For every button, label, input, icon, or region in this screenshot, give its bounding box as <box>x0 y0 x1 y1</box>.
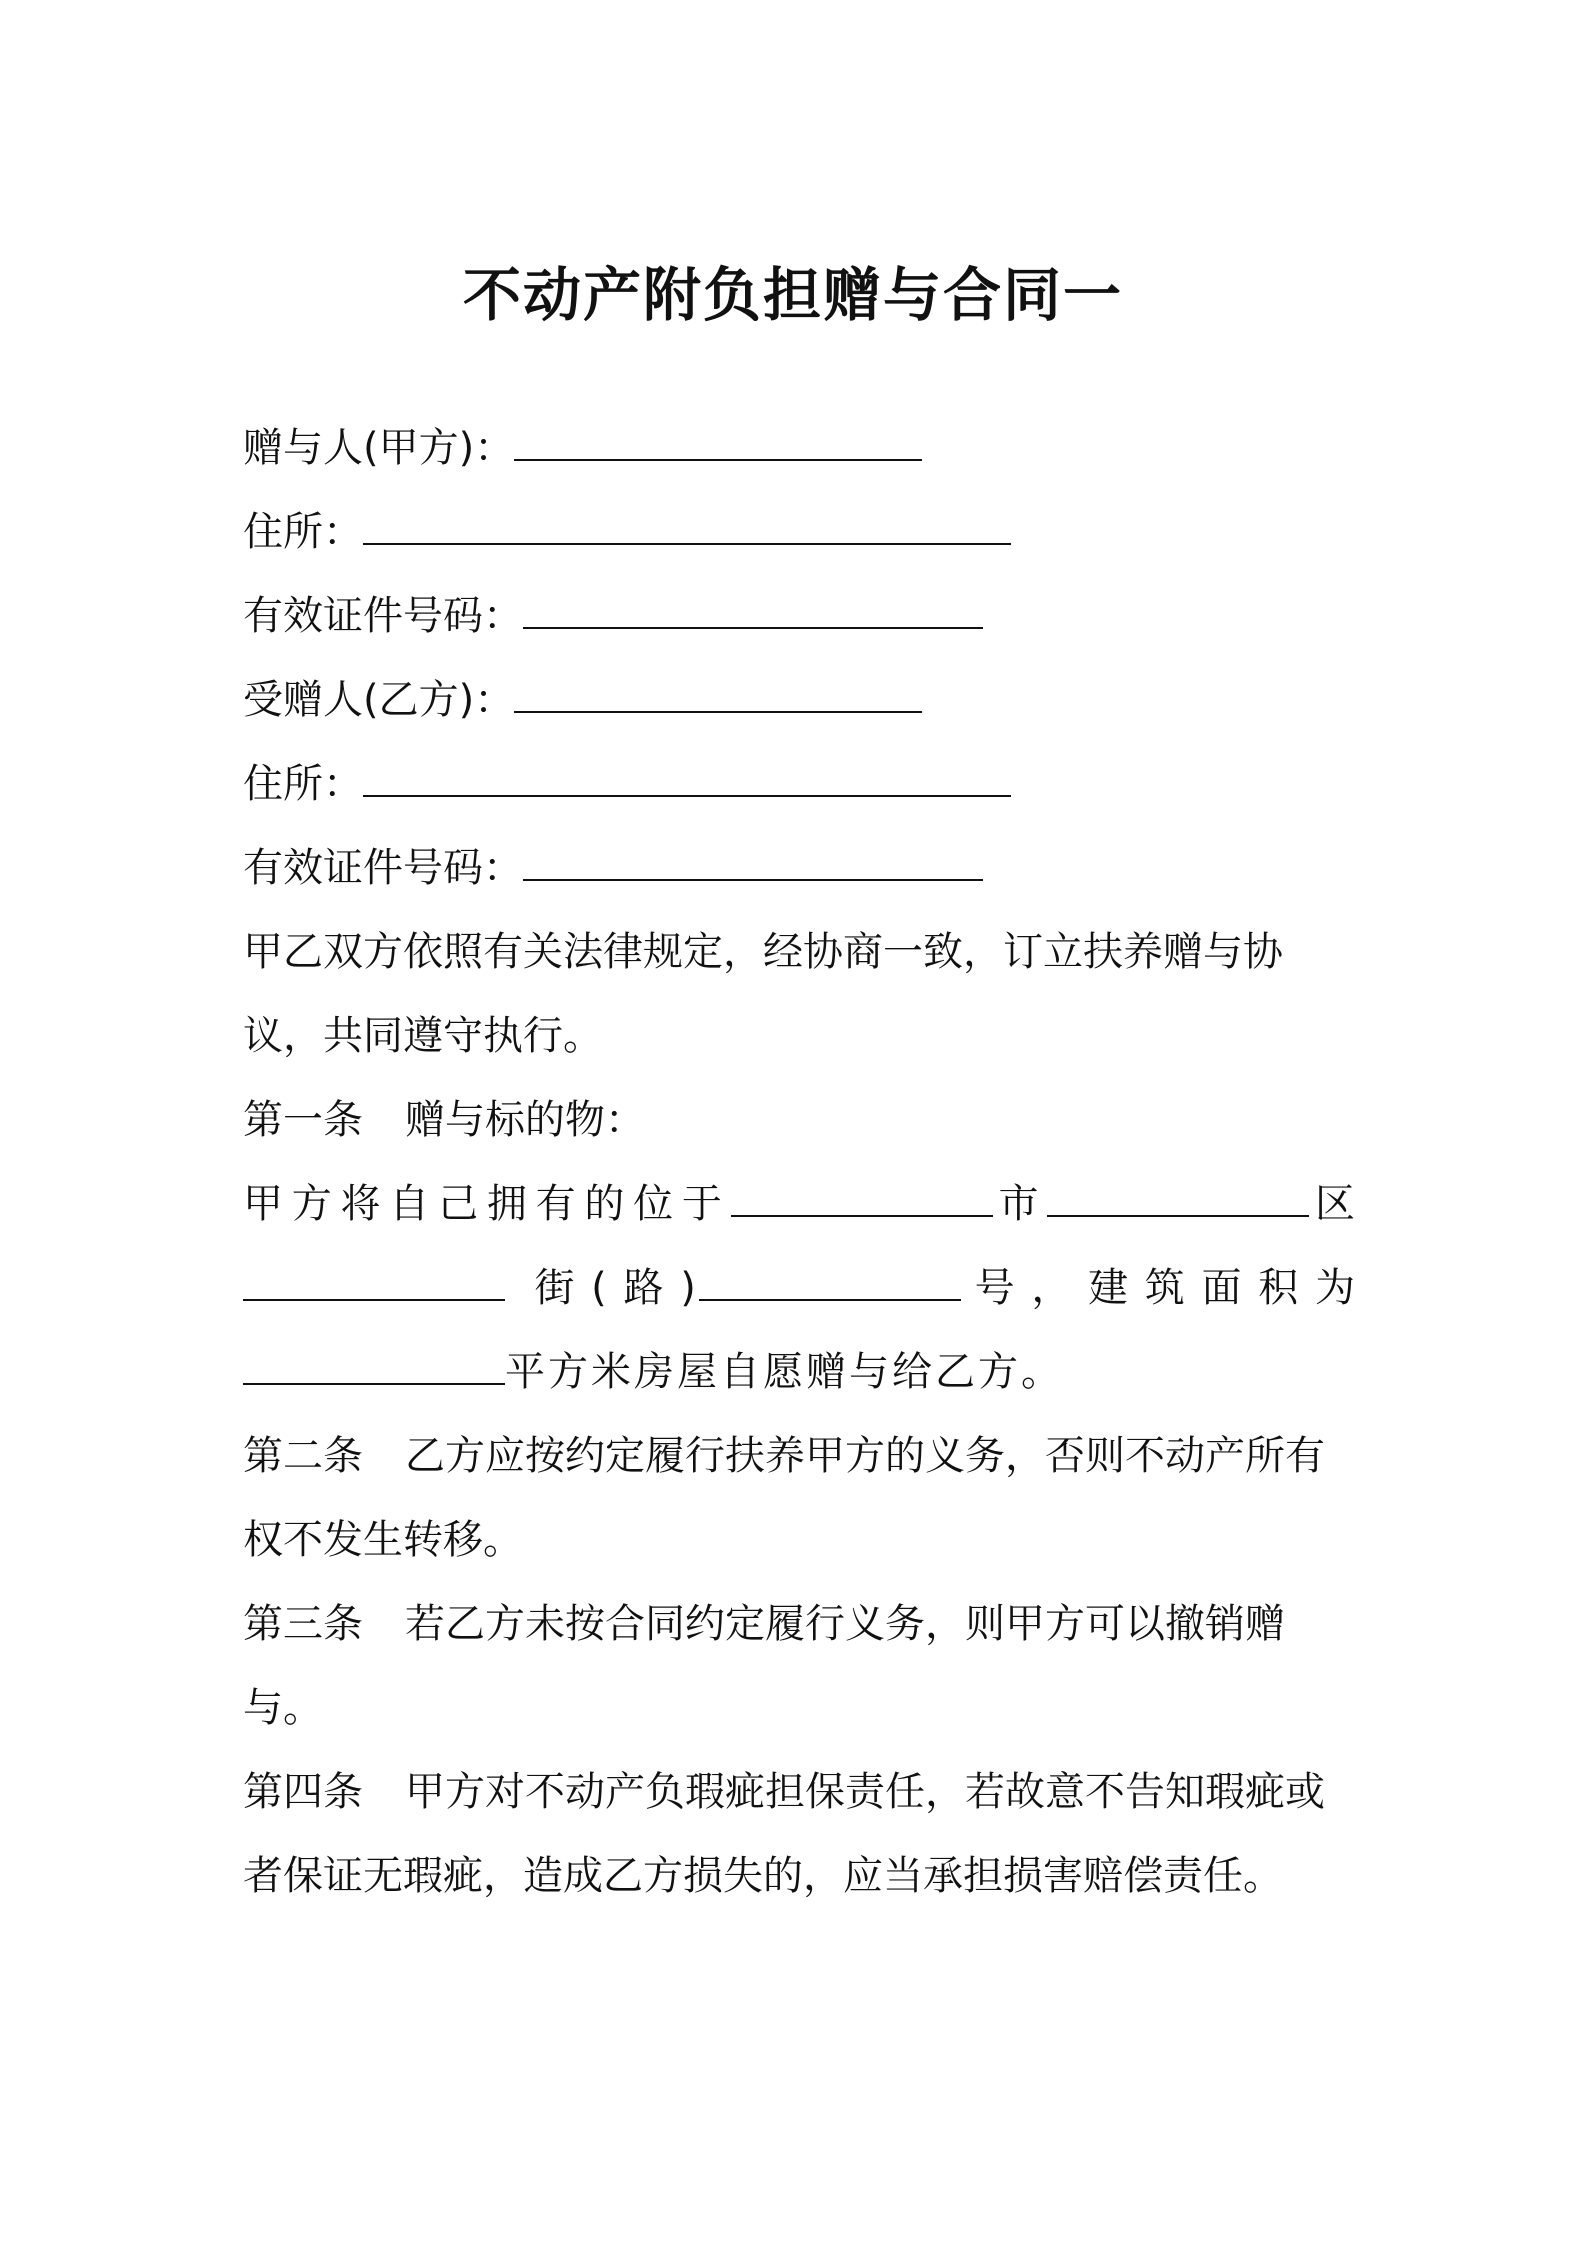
donor-address-blank <box>363 505 1011 545</box>
district-blank <box>1047 1177 1309 1217</box>
article1-heading: 第一条 <box>243 1097 363 1143</box>
donee-row <box>243 658 1358 742</box>
article3-paragraph <box>243 1582 1358 1750</box>
donee-address-row <box>243 742 1358 826</box>
article1-heading-row <box>243 1078 1358 1162</box>
article1-number: 号，建筑面积为 <box>960 1265 1359 1311</box>
donee-address-blank <box>363 757 1011 797</box>
donee-name-blank <box>514 673 922 713</box>
area-blank <box>243 1345 505 1385</box>
article4-heading: 第四条 <box>243 1769 363 1815</box>
article1-street: 街(路) <box>534 1265 699 1311</box>
article2-paragraph <box>243 1414 1358 1582</box>
donor-id-label: 有效证件号码： <box>243 593 523 639</box>
city-blank <box>731 1177 993 1217</box>
donor-id-blank <box>523 589 983 629</box>
street-blank <box>243 1261 505 1301</box>
article1-city: 市 <box>992 1181 1048 1227</box>
document-title: 不动产附负担赠与合同一 <box>462 261 1123 329</box>
donee-label: 受赠人(乙方)： <box>243 677 515 723</box>
donor-row <box>243 406 1358 490</box>
donor-address-row <box>243 490 1358 574</box>
article4-text: 甲方对不动产负瑕疵担保责任，若故意不告知瑕疵或者保证无瑕疵，造成乙方损失的，应当承担损害赔偿责任。 <box>243 1769 1325 1899</box>
article1-text-part1: 甲方将自己拥有的位于 <box>243 1181 731 1227</box>
article1-end: 平方米房屋自愿赠与给乙方。 <box>505 1349 1064 1395</box>
donee-id-blank <box>523 841 983 881</box>
donor-address-label: 住所： <box>243 509 363 555</box>
article1-paragraph <box>243 1162 1358 1414</box>
number-blank <box>699 1261 961 1301</box>
donee-address-label: 住所： <box>243 761 363 807</box>
article2-text: 乙方应按约定履行扶养甲方的义务，否则不动产所有权不发生转移。 <box>243 1433 1325 1563</box>
donor-id-row <box>243 574 1358 658</box>
preamble-paragraph: 甲乙双方依照有关法律规定，经协商一致，订立扶养赠与协议，共同遵守执行。 <box>243 929 1283 1059</box>
article2-heading: 第二条 <box>243 1433 363 1479</box>
donor-name-blank <box>514 421 922 461</box>
article1-title: 赠与标的物： <box>405 1097 645 1143</box>
donee-id-row <box>243 826 1358 910</box>
article4-paragraph <box>243 1750 1358 1918</box>
donor-label: 赠与人(甲方)： <box>243 425 515 471</box>
article3-text: 若乙方未按合同约定履行义务，则甲方可以撤销赠与。 <box>243 1601 1285 1731</box>
article3-heading: 第三条 <box>243 1601 363 1647</box>
donee-id-label: 有效证件号码： <box>243 845 523 891</box>
document-body <box>243 406 1358 1918</box>
article1-district: 区 <box>1309 1181 1359 1227</box>
